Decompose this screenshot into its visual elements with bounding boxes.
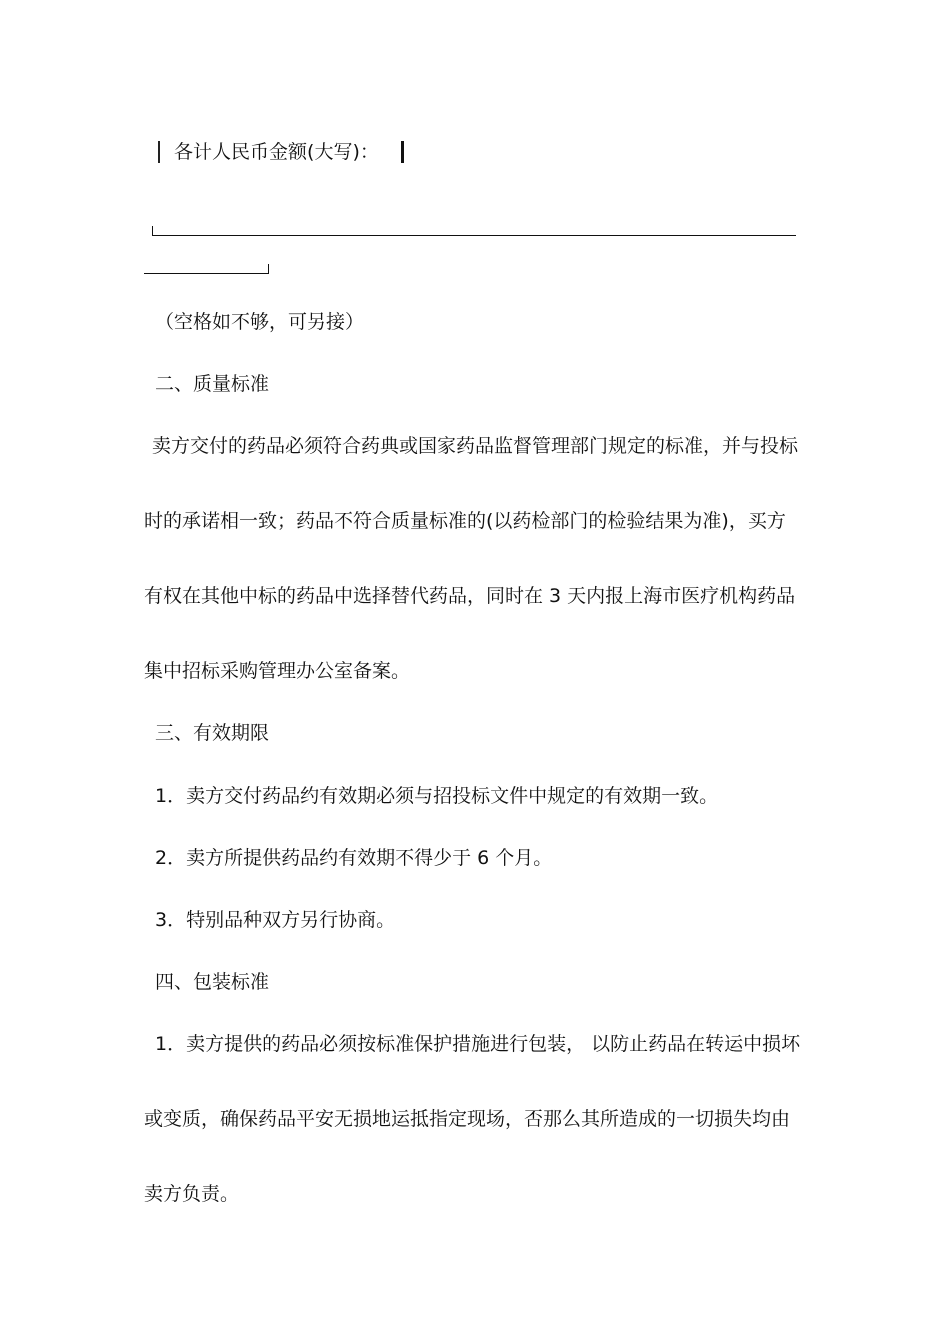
paragraph-line: 有权在其他中标的药品中选择替代药品，同时在 3 天内报上海市医疗机构药品 [144, 585, 796, 607]
list-item: 1．卖方交付药品约有效期必须与招投标文件中规定的有效期一致。 [155, 785, 719, 807]
paragraph-line: 时的承诺相一致；药品不符合质量标准的(以药检部门的检验结果为准)，买方 [144, 510, 786, 532]
paragraph-line: 或变质，确保药品平安无损地运抵指定现场，否那么其所造成的一切损失均由 [144, 1108, 791, 1130]
fill-in-rule-top [152, 235, 796, 236]
amount-label: 各计人民币金额(大写)： [174, 140, 379, 163]
section-heading-validity: 三、有效期限 [155, 722, 270, 744]
list-item: 2．卖方所提供药品约有效期不得少于 6 个月。 [155, 847, 553, 869]
section-heading-quality: 二、质量标准 [155, 373, 270, 395]
fill-in-rule-bottom [144, 273, 268, 274]
amount-row [158, 138, 404, 165]
list-item: 3．特别品种双方另行协商。 [155, 909, 396, 931]
rule-right-corner [268, 264, 269, 274]
space-note: （空格如不够，可另接） [155, 311, 365, 333]
paragraph-line: 卖方负责。 [144, 1183, 240, 1205]
paragraph-line: 1．卖方提供的药品必须按标准保护措施进行包装， 以防止药品在转运中损坏 [155, 1033, 801, 1055]
paragraph-line: 卖方交付的药品必须符合药典或国家药品监督管理部门规定的标准，并与投标 [152, 435, 799, 457]
right-border-mark [401, 141, 404, 163]
section-heading-packaging: 四、包装标准 [155, 971, 270, 993]
paragraph-line: 集中招标采购管理办公室备案。 [144, 660, 411, 682]
left-border-mark [158, 141, 160, 163]
